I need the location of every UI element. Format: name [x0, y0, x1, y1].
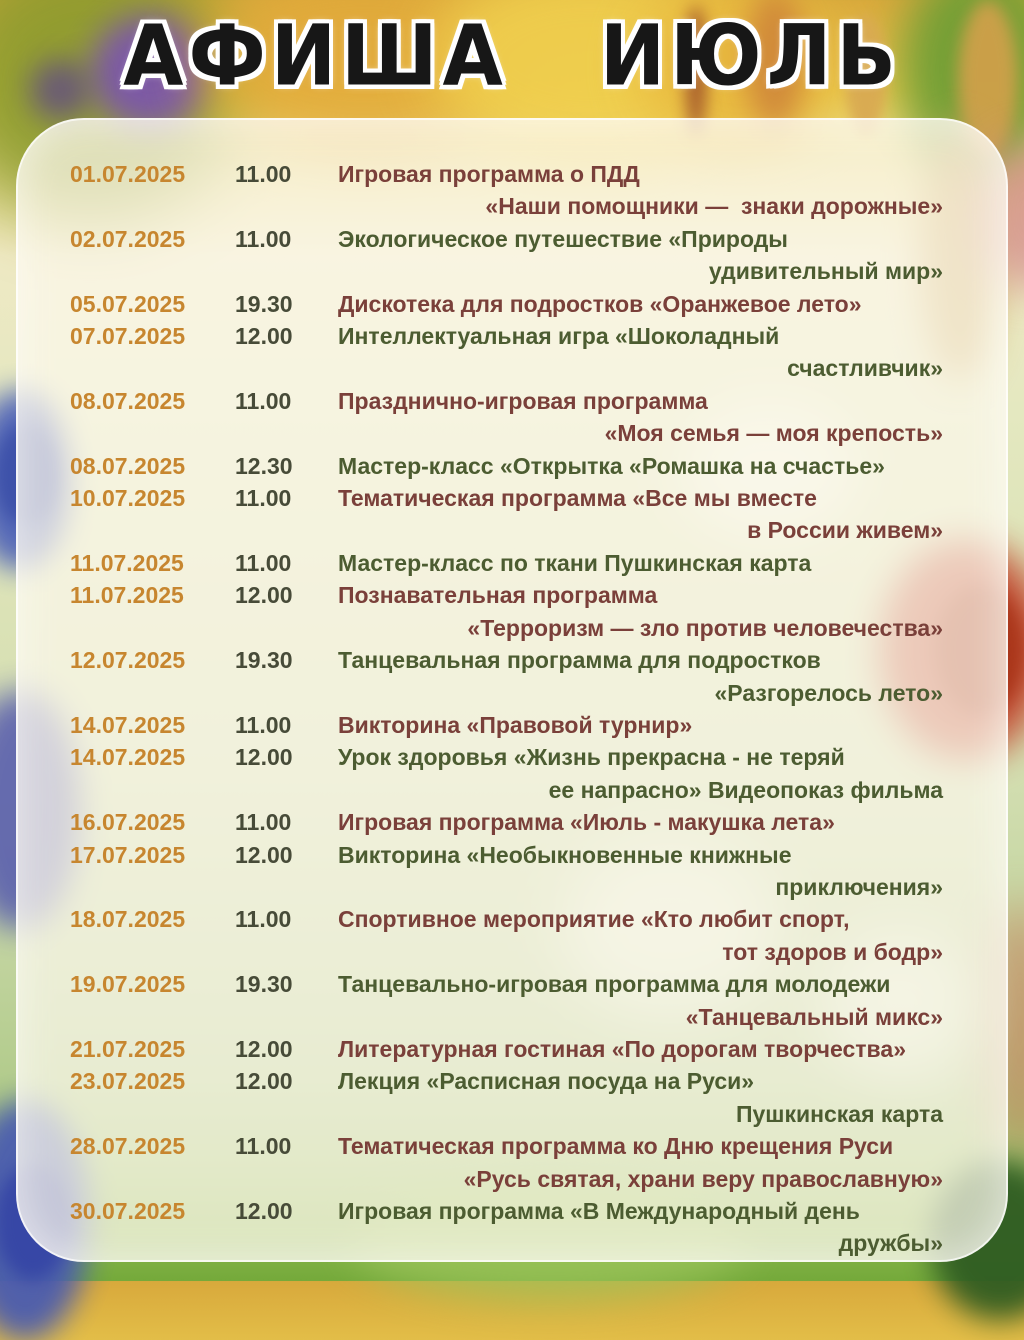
- event-line: Пушкинская карта: [735, 1100, 943, 1127]
- event-time: 12.30: [235, 452, 293, 479]
- event-time: 12.00: [235, 582, 293, 609]
- event-line: «Наши помощники — знаки дорожные»: [485, 193, 943, 220]
- event-line: Тематическая программа «Все мы вместе: [338, 485, 817, 512]
- event-time: 12.00: [235, 1198, 293, 1224]
- event-title-lines: [338, 1033, 943, 1065]
- event-line: Мастер-класс «Открытка «Ромашка на счастье»: [338, 452, 885, 479]
- event-date: 18.07.2025: [70, 906, 186, 933]
- event-row: [70, 547, 947, 579]
- event-date: 19.07.2025: [70, 971, 186, 998]
- event-time: 12.00: [235, 744, 293, 771]
- event-date: 08.07.2025: [70, 387, 186, 414]
- event-title-lines: [338, 482, 943, 547]
- title-word-afisha: АФИША: [123, 8, 508, 106]
- event-title-lines: [338, 450, 943, 482]
- event-line: Празднично-игровая программа: [338, 387, 708, 414]
- event-row: [70, 1195, 947, 1260]
- event-line: Спортивное мероприятие «Кто любит спорт,: [338, 906, 850, 933]
- event-line: «Терроризм — зло против человечества»: [467, 614, 943, 641]
- event-date: 17.07.2025: [70, 841, 186, 868]
- event-title-lines: [338, 385, 943, 450]
- event-date: 12.07.2025: [70, 647, 186, 674]
- schedule-list: [16, 118, 1008, 1262]
- event-time: 12.00: [235, 1035, 293, 1062]
- event-title-lines: [338, 288, 943, 320]
- event-row: [70, 482, 947, 547]
- event-date: 28.07.2025: [70, 1133, 186, 1160]
- event-row: [70, 385, 947, 450]
- event-time: 19.30: [235, 290, 293, 317]
- event-row: [70, 579, 947, 644]
- event-row: [70, 741, 947, 806]
- event-line: Интеллектуальная игра «Шоколадный: [338, 323, 780, 350]
- event-time: 12.00: [235, 323, 293, 350]
- event-time: 12.00: [235, 1068, 293, 1095]
- event-line: Лекция «Расписная посуда на Руси»: [338, 1068, 755, 1095]
- event-row: [70, 450, 947, 482]
- event-date: 08.07.2025: [70, 452, 186, 479]
- event-title-lines: [338, 1130, 943, 1195]
- event-line: «Разгорелось лето»: [714, 679, 943, 706]
- event-title-lines: [338, 839, 943, 904]
- event-line: Викторина «Правовой турнир»: [338, 711, 693, 738]
- event-line: Экологическое путешествие «Природы: [338, 225, 788, 252]
- event-date: 11.07.2025: [70, 582, 184, 609]
- event-title-lines: [338, 709, 943, 741]
- event-line: Викторина «Необыкновенные книжные: [338, 841, 792, 868]
- event-time: 12.00: [235, 841, 293, 868]
- event-row: [70, 839, 947, 904]
- event-line: Мастер-класс по ткани Пушкинская карта: [338, 549, 812, 576]
- event-title-lines: [338, 320, 943, 385]
- event-time: 11.00: [235, 161, 292, 187]
- event-date: 21.07.2025: [70, 1035, 186, 1062]
- event-line: Игровая программа о ПДД: [338, 161, 640, 187]
- event-title-lines: [338, 223, 943, 288]
- event-line: в России живем»: [747, 517, 943, 544]
- event-line: «Русь святая, храни веру православную»: [463, 1165, 943, 1192]
- event-time: 11.00: [235, 1133, 292, 1160]
- event-date: 02.07.2025: [70, 225, 186, 252]
- event-title-lines: [338, 547, 943, 579]
- event-row: [70, 1130, 947, 1195]
- title-word-july: ИЮЛЬ: [599, 8, 901, 106]
- event-time: 11.00: [235, 485, 292, 512]
- event-title-lines: [338, 1065, 943, 1130]
- poster-title: [0, 8, 1024, 105]
- event-line: счастливчик»: [787, 355, 943, 382]
- event-date: 11.07.2025: [70, 549, 184, 576]
- event-title-lines: [338, 806, 943, 838]
- event-line: удивительный мир»: [708, 258, 943, 285]
- event-time: 11.00: [235, 549, 292, 576]
- event-title-lines: [338, 741, 943, 806]
- event-row: [70, 1033, 947, 1065]
- event-row: [70, 968, 947, 1033]
- event-title-lines: [338, 903, 943, 968]
- event-line: ее напрасно» Видеопоказ фильма: [548, 776, 943, 803]
- event-date: 23.07.2025: [70, 1068, 186, 1095]
- event-row: [70, 1065, 947, 1130]
- event-title-lines: [338, 158, 943, 223]
- event-time: 11.00: [235, 225, 292, 252]
- event-line: «Моя семья — моя крепость»: [604, 420, 943, 447]
- event-date: 05.07.2025: [70, 290, 186, 317]
- event-date: 16.07.2025: [70, 809, 186, 836]
- event-line: тот здоров и бодр»: [722, 938, 943, 965]
- event-row: [70, 903, 947, 968]
- event-line: Игровая программа «Июль - макушка лета»: [338, 809, 835, 836]
- event-line: дружбы»: [838, 1230, 943, 1257]
- event-date: 07.07.2025: [70, 323, 186, 350]
- event-date: 14.07.2025: [70, 744, 186, 771]
- event-row: [70, 320, 947, 385]
- event-time: 11.00: [235, 809, 292, 836]
- event-time: 11.00: [235, 906, 292, 933]
- event-date: 30.07.2025: [70, 1198, 186, 1224]
- event-date: 01.07.2025: [70, 161, 186, 187]
- event-line: Танцевальная программа для подростков: [338, 647, 821, 674]
- event-line: Игровая программа «В Международный день: [338, 1198, 860, 1224]
- event-title-lines: [338, 579, 943, 644]
- event-line: Познавательная программа: [338, 582, 658, 609]
- event-date: 14.07.2025: [70, 711, 186, 738]
- event-time: 19.30: [235, 971, 293, 998]
- event-line: Литературная гостиная «По дорогам творчества»: [338, 1035, 906, 1062]
- event-line: Тематическая программа ко Дню крещения Руси: [338, 1133, 894, 1160]
- event-row: [70, 709, 947, 741]
- event-title-lines: [338, 1195, 943, 1260]
- event-line: Дискотека для подростков «Оранжевое лето»: [338, 290, 862, 317]
- event-row: [70, 158, 947, 223]
- event-line: «Танцевальный микс»: [685, 1003, 943, 1030]
- event-title-lines: [338, 968, 943, 1033]
- event-time: 11.00: [235, 387, 292, 414]
- event-time: 19.30: [235, 647, 293, 674]
- event-row: [70, 223, 947, 288]
- event-row: [70, 644, 947, 709]
- event-line: приключения»: [775, 873, 943, 900]
- event-row: [70, 288, 947, 320]
- event-line: Урок здоровья «Жизнь прекрасна - не теряй: [338, 744, 845, 771]
- event-line: Танцевально-игровая программа для молодежи: [338, 971, 891, 998]
- event-date: 10.07.2025: [70, 485, 186, 512]
- event-time: 11.00: [235, 711, 292, 738]
- event-row: [70, 806, 947, 838]
- event-title-lines: [338, 644, 943, 709]
